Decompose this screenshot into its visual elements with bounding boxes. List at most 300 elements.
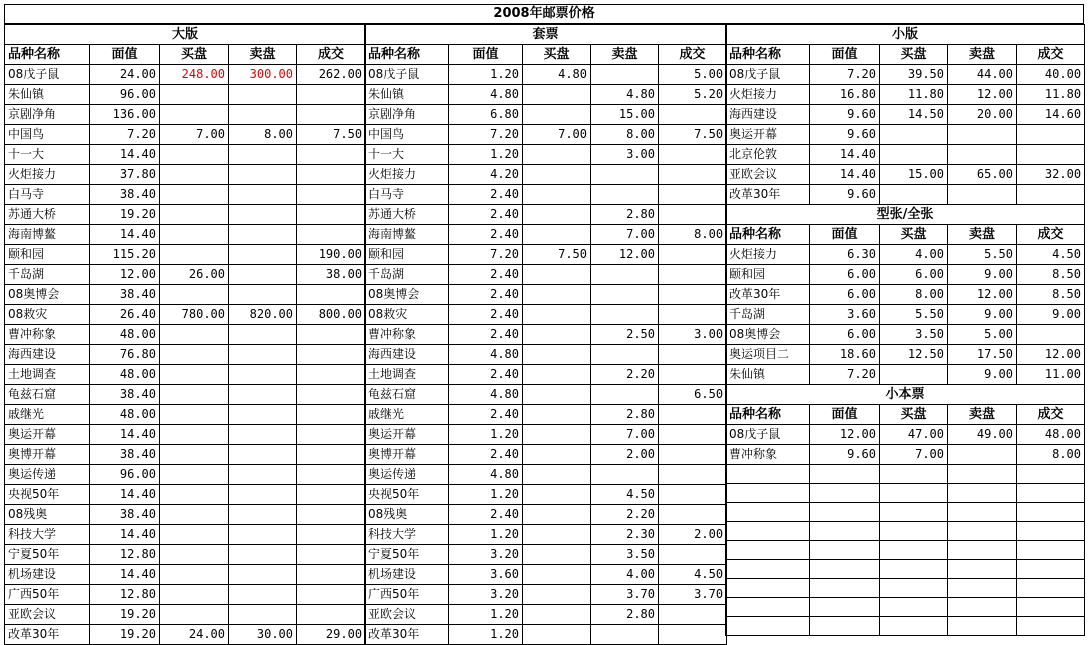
price-cell — [297, 605, 366, 625]
column-header: 品种名称 — [5, 45, 90, 65]
table-row — [5, 425, 366, 445]
empty-cell — [1017, 541, 1085, 560]
section-title: 小本票 — [726, 385, 1085, 405]
stamp-name-cell: 白马寺 — [365, 185, 449, 205]
empty-row — [726, 503, 1085, 522]
price-cell — [948, 125, 1017, 145]
price-cell: 4.80 — [449, 465, 523, 485]
price-cell — [229, 485, 297, 505]
stamp-name-cell: 颐和园 — [365, 245, 449, 265]
price-cell — [880, 365, 948, 385]
price-cell: 40.00 — [1017, 65, 1085, 85]
empty-cell — [726, 541, 810, 560]
taopiao-table — [364, 24, 727, 645]
price-cell: 38.40 — [90, 505, 160, 525]
stamp-name-cell: 千岛湖 — [5, 265, 90, 285]
column-header: 卖盘 — [948, 405, 1017, 425]
price-cell: 7.20 — [449, 245, 523, 265]
price-cell — [229, 565, 297, 585]
empty-cell — [948, 541, 1017, 560]
price-cell: 4.00 — [880, 245, 948, 265]
table-row — [5, 325, 366, 345]
price-cell: 49.00 — [948, 425, 1017, 445]
price-cell — [160, 85, 229, 105]
empty-cell — [948, 598, 1017, 617]
empty-cell — [810, 503, 880, 522]
stamp-name-cell: 奥博开幕 — [365, 445, 449, 465]
price-cell: 12.00 — [948, 85, 1017, 105]
price-cell: 19.20 — [90, 205, 160, 225]
stamp-name-cell: 千岛湖 — [726, 305, 810, 325]
stamp-name-cell: 火炬接力 — [726, 245, 810, 265]
price-cell — [297, 365, 366, 385]
price-cell — [229, 465, 297, 485]
stamp-name-cell: 苏通大桥 — [5, 205, 90, 225]
price-cell — [659, 165, 727, 185]
price-cell — [229, 585, 297, 605]
stamp-name-cell: 08救灾 — [5, 305, 90, 325]
stamp-name-cell: 龟兹石窟 — [365, 385, 449, 405]
empty-cell — [948, 560, 1017, 579]
price-cell — [523, 405, 591, 425]
price-cell: 2.40 — [449, 285, 523, 305]
price-cell — [160, 225, 229, 245]
stamp-name-cell: 机场建设 — [365, 565, 449, 585]
table-row — [365, 185, 727, 205]
price-cell: 6.00 — [810, 265, 880, 285]
price-cell — [160, 145, 229, 165]
stamp-name-cell: 朱仙镇 — [5, 85, 90, 105]
price-cell — [523, 325, 591, 345]
stamp-name-cell: 改革30年 — [726, 185, 810, 205]
price-cell — [523, 605, 591, 625]
stamp-name-cell: 颐和园 — [726, 265, 810, 285]
price-cell: 7.50 — [659, 125, 727, 145]
stamp-name-cell: 京剧净角 — [5, 105, 90, 125]
stamp-name-cell: 海南博鳌 — [365, 225, 449, 245]
price-cell: 11.00 — [1017, 365, 1085, 385]
price-cell — [297, 405, 366, 425]
empty-cell — [810, 465, 880, 484]
empty-row — [726, 598, 1085, 617]
price-cell — [297, 545, 366, 565]
price-cell: 8.00 — [229, 125, 297, 145]
stamp-name-cell: 白马寺 — [5, 185, 90, 205]
price-cell — [297, 225, 366, 245]
price-cell — [297, 85, 366, 105]
price-cell: 2.20 — [591, 365, 659, 385]
price-cell: 8.50 — [1017, 265, 1085, 285]
stamp-name-cell: 央视50年 — [365, 485, 449, 505]
price-cell — [160, 565, 229, 585]
price-cell: 12.80 — [90, 585, 160, 605]
empty-cell — [948, 503, 1017, 522]
price-cell — [1017, 325, 1085, 345]
table-row — [726, 345, 1085, 365]
price-cell: 3.70 — [659, 585, 727, 605]
price-cell: 18.60 — [810, 345, 880, 365]
price-cell: 6.00 — [810, 285, 880, 305]
column-header: 面值 — [810, 45, 880, 65]
table-row — [5, 165, 366, 185]
stamp-name-cell: 改革30年 — [5, 625, 90, 645]
empty-cell — [948, 579, 1017, 598]
table-row — [365, 545, 727, 565]
price-cell: 248.00 — [160, 65, 229, 85]
table-row — [5, 485, 366, 505]
price-cell — [160, 245, 229, 265]
price-cell: 12.00 — [948, 285, 1017, 305]
price-cell — [160, 545, 229, 565]
price-cell — [523, 205, 591, 225]
price-cell — [591, 165, 659, 185]
price-cell: 7.20 — [810, 65, 880, 85]
price-cell — [523, 105, 591, 125]
price-cell: 1.20 — [449, 425, 523, 445]
price-cell: 3.60 — [449, 565, 523, 585]
price-cell — [659, 205, 727, 225]
price-cell: 39.50 — [880, 65, 948, 85]
section-title: 套票 — [365, 25, 727, 45]
table-row — [365, 145, 727, 165]
price-cell: 7.50 — [297, 125, 366, 145]
empty-cell — [880, 617, 948, 636]
stamp-name-cell: 改革30年 — [726, 285, 810, 305]
price-cell: 7.20 — [449, 125, 523, 145]
price-cell: 9.00 — [948, 265, 1017, 285]
price-cell: 96.00 — [90, 85, 160, 105]
table-row — [726, 305, 1085, 325]
empty-cell — [880, 598, 948, 617]
column-header: 买盘 — [880, 45, 948, 65]
price-cell: 1.20 — [449, 485, 523, 505]
price-cell: 115.20 — [90, 245, 160, 265]
price-cell — [160, 465, 229, 485]
column-header: 买盘 — [523, 45, 591, 65]
price-cell: 30.00 — [229, 625, 297, 645]
price-cell: 2.00 — [659, 525, 727, 545]
price-cell: 2.00 — [591, 445, 659, 465]
price-cell: 4.80 — [523, 65, 591, 85]
price-cell — [659, 345, 727, 365]
price-cell: 7.00 — [880, 445, 948, 465]
price-cell — [229, 365, 297, 385]
price-cell: 12.50 — [880, 345, 948, 365]
stamp-name-cell: 海南博鳌 — [5, 225, 90, 245]
price-cell — [659, 625, 727, 645]
column-header: 品种名称 — [726, 225, 810, 245]
price-cell: 48.00 — [90, 325, 160, 345]
column-header: 面值 — [90, 45, 160, 65]
table-row — [365, 365, 727, 385]
price-cell: 7.50 — [523, 245, 591, 265]
stamp-name-cell: 海西建设 — [5, 345, 90, 365]
price-cell — [229, 85, 297, 105]
price-cell: 2.40 — [449, 405, 523, 425]
price-cell — [591, 265, 659, 285]
empty-row — [726, 541, 1085, 560]
price-cell: 9.60 — [810, 445, 880, 465]
table-row — [726, 85, 1085, 105]
price-cell: 7.20 — [90, 125, 160, 145]
table-row — [5, 505, 366, 525]
table-row — [5, 305, 366, 325]
price-cell: 1.20 — [449, 65, 523, 85]
table-row — [726, 445, 1085, 465]
stamp-name-cell: 曹冲称象 — [726, 445, 810, 465]
table-row — [365, 565, 727, 585]
stamp-name-cell: 亚欧会议 — [365, 605, 449, 625]
price-cell — [160, 345, 229, 365]
table-row — [5, 205, 366, 225]
price-cell: 4.80 — [449, 385, 523, 405]
price-cell: 16.80 — [810, 85, 880, 105]
price-cell — [659, 485, 727, 505]
stamp-name-cell: 08奥博会 — [5, 285, 90, 305]
price-cell: 38.40 — [90, 185, 160, 205]
stamp-name-cell: 08残奥 — [5, 505, 90, 525]
table-row — [5, 405, 366, 425]
table-row — [726, 365, 1085, 385]
price-cell — [297, 485, 366, 505]
empty-cell — [1017, 484, 1085, 503]
table-row — [365, 345, 727, 365]
section-title: 型张/全张 — [726, 205, 1085, 225]
stamp-name-cell: 奥运开幕 — [726, 125, 810, 145]
price-cell — [229, 445, 297, 465]
table-row — [365, 625, 727, 645]
price-cell — [591, 465, 659, 485]
price-cell — [229, 225, 297, 245]
stamp-name-cell: 08救灾 — [365, 305, 449, 325]
price-cell — [160, 385, 229, 405]
column-header: 成交 — [297, 45, 366, 65]
price-cell: 24.00 — [160, 625, 229, 645]
table-row — [365, 165, 727, 185]
price-cell — [523, 425, 591, 445]
price-cell: 12.00 — [90, 265, 160, 285]
price-cell: 5.00 — [659, 65, 727, 85]
price-cell: 136.00 — [90, 105, 160, 125]
column-header: 成交 — [1017, 405, 1085, 425]
column-header: 买盘 — [160, 45, 229, 65]
price-cell — [297, 565, 366, 585]
price-cell: 9.00 — [948, 365, 1017, 385]
price-cell — [659, 305, 727, 325]
stamp-name-cell: 科技大学 — [365, 525, 449, 545]
price-cell — [880, 125, 948, 145]
empty-cell — [948, 522, 1017, 541]
stamp-name-cell: 广西50年 — [365, 585, 449, 605]
price-cell — [523, 525, 591, 545]
xingzhang-table — [725, 204, 1085, 385]
price-cell: 7.00 — [591, 225, 659, 245]
price-cell: 11.80 — [880, 85, 948, 105]
stamp-name-cell: 机场建设 — [5, 565, 90, 585]
table-row — [726, 165, 1085, 185]
price-cell: 26.00 — [160, 265, 229, 285]
empty-cell — [880, 522, 948, 541]
price-cell — [160, 445, 229, 465]
price-cell — [659, 425, 727, 445]
table-row — [5, 545, 366, 565]
empty-cell — [726, 484, 810, 503]
price-cell: 2.40 — [449, 365, 523, 385]
stamp-name-cell: 十一大 — [365, 145, 449, 165]
price-cell — [1017, 185, 1085, 205]
stamp-name-cell: 08戊子鼠 — [5, 65, 90, 85]
empty-cell — [1017, 560, 1085, 579]
empty-cell — [880, 560, 948, 579]
table-row — [5, 285, 366, 305]
table-row — [5, 105, 366, 125]
stamp-name-cell: 海西建设 — [726, 105, 810, 125]
table-row — [726, 265, 1085, 285]
empty-cell — [726, 522, 810, 541]
stamp-name-cell: 火炬接力 — [5, 165, 90, 185]
table-row — [5, 565, 366, 585]
price-cell: 38.40 — [90, 445, 160, 465]
stamp-name-cell: 中国鸟 — [365, 125, 449, 145]
stamp-name-cell: 北京伦敦 — [726, 145, 810, 165]
stamp-name-cell: 宁夏50年 — [5, 545, 90, 565]
price-cell — [297, 345, 366, 365]
price-cell: 9.60 — [810, 125, 880, 145]
price-cell: 38.00 — [297, 265, 366, 285]
table-row — [726, 425, 1085, 445]
price-cell: 6.00 — [880, 265, 948, 285]
price-cell: 38.40 — [90, 385, 160, 405]
price-cell — [297, 385, 366, 405]
price-cell: 8.00 — [591, 125, 659, 145]
price-cell: 3.20 — [449, 545, 523, 565]
stamp-name-cell: 科技大学 — [5, 525, 90, 545]
price-cell — [297, 505, 366, 525]
price-cell: 17.50 — [948, 345, 1017, 365]
price-cell: 5.20 — [659, 85, 727, 105]
stamp-name-cell: 千岛湖 — [365, 265, 449, 285]
empty-row — [726, 560, 1085, 579]
stamp-name-cell: 奥运开幕 — [365, 425, 449, 445]
empty-cell — [726, 465, 810, 484]
table-row — [365, 245, 727, 265]
table-row — [5, 185, 366, 205]
price-cell — [297, 585, 366, 605]
table-row — [365, 225, 727, 245]
price-cell: 9.60 — [810, 185, 880, 205]
stamp-name-cell: 戚继光 — [5, 405, 90, 425]
table-row — [5, 585, 366, 605]
price-cell: 4.80 — [449, 85, 523, 105]
price-cell — [229, 105, 297, 125]
stamp-name-cell: 广西50年 — [5, 585, 90, 605]
price-cell: 7.20 — [810, 365, 880, 385]
empty-row — [726, 465, 1085, 484]
xiaobenpiao-table — [725, 384, 1085, 636]
price-cell — [659, 505, 727, 525]
empty-cell — [1017, 617, 1085, 636]
table-row — [5, 605, 366, 625]
stamp-name-cell: 颐和园 — [5, 245, 90, 265]
stamp-name-cell: 曹冲称象 — [365, 325, 449, 345]
sheet-title: 2008年邮票价格 — [4, 4, 1084, 24]
price-cell: 800.00 — [297, 305, 366, 325]
price-cell — [297, 445, 366, 465]
price-cell: 14.40 — [90, 525, 160, 545]
price-cell — [1017, 125, 1085, 145]
price-cell: 2.40 — [449, 205, 523, 225]
empty-cell — [726, 598, 810, 617]
price-cell — [880, 145, 948, 165]
price-cell: 3.00 — [591, 145, 659, 165]
table-row — [726, 105, 1085, 125]
table-row — [365, 465, 727, 485]
price-cell — [659, 445, 727, 465]
price-cell — [229, 285, 297, 305]
price-cell: 37.80 — [90, 165, 160, 185]
table-row — [365, 485, 727, 505]
price-cell — [297, 105, 366, 125]
price-cell: 5.50 — [880, 305, 948, 325]
table-row — [726, 285, 1085, 305]
table-row — [5, 365, 366, 385]
stamp-name-cell: 08戊子鼠 — [726, 425, 810, 445]
column-header: 成交 — [659, 45, 727, 65]
price-cell: 48.00 — [90, 365, 160, 385]
stamp-name-cell: 08戊子鼠 — [726, 65, 810, 85]
price-cell: 38.40 — [90, 285, 160, 305]
price-cell: 14.40 — [90, 225, 160, 245]
empty-cell — [1017, 465, 1085, 484]
price-cell — [523, 465, 591, 485]
price-cell: 2.50 — [591, 325, 659, 345]
price-cell: 14.40 — [90, 485, 160, 505]
price-cell: 780.00 — [160, 305, 229, 325]
empty-cell — [880, 541, 948, 560]
empty-cell — [880, 503, 948, 522]
stamp-name-cell: 宁夏50年 — [365, 545, 449, 565]
table-row — [365, 205, 727, 225]
price-cell — [523, 365, 591, 385]
price-cell — [160, 365, 229, 385]
price-cell: 47.00 — [880, 425, 948, 445]
column-header: 卖盘 — [229, 45, 297, 65]
price-cell — [591, 65, 659, 85]
table-row — [5, 445, 366, 465]
price-cell — [523, 345, 591, 365]
price-cell: 14.50 — [880, 105, 948, 125]
price-cell: 1.20 — [449, 625, 523, 645]
price-cell: 1.20 — [449, 145, 523, 165]
empty-cell — [1017, 579, 1085, 598]
price-cell — [160, 325, 229, 345]
price-cell — [160, 105, 229, 125]
empty-cell — [810, 560, 880, 579]
price-cell — [659, 185, 727, 205]
table-row — [365, 605, 727, 625]
price-cell: 2.40 — [449, 445, 523, 465]
price-cell: 19.20 — [90, 625, 160, 645]
column-header: 卖盘 — [948, 225, 1017, 245]
price-cell: 4.50 — [591, 485, 659, 505]
empty-cell — [810, 484, 880, 503]
stamp-name-cell: 奥运传递 — [365, 465, 449, 485]
empty-row — [726, 484, 1085, 503]
price-cell: 2.40 — [449, 225, 523, 245]
price-cell — [659, 465, 727, 485]
price-cell: 1.20 — [449, 605, 523, 625]
price-cell — [523, 585, 591, 605]
